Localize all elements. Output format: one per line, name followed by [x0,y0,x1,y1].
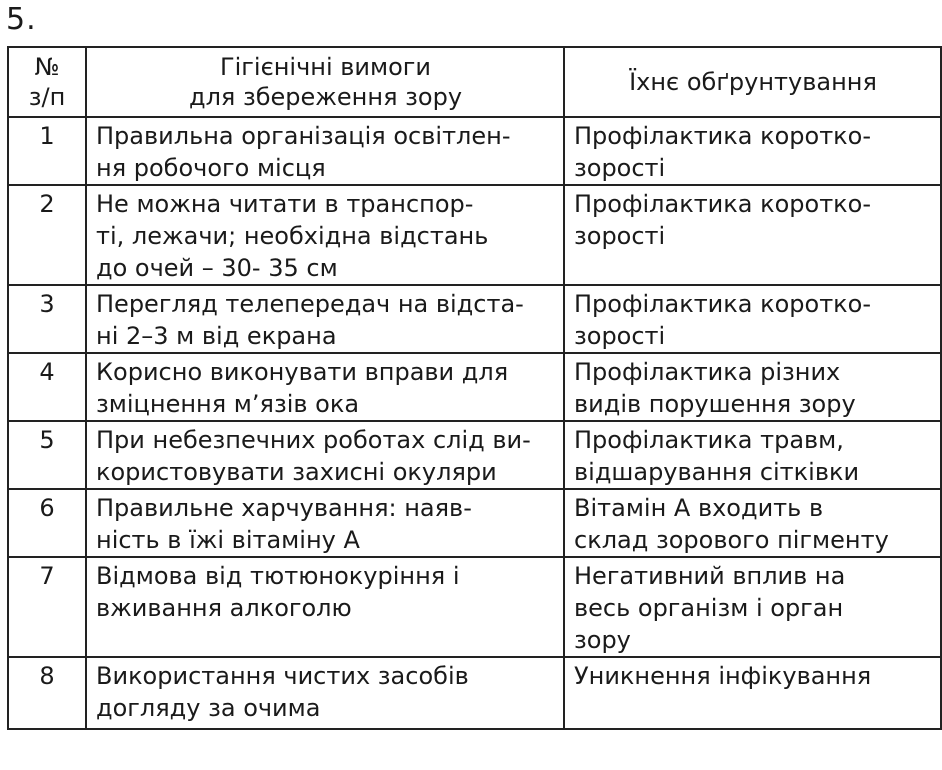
requirement-line: ність в їжі вітаміну А [96,526,360,554]
row-number: 2 [8,185,86,285]
justification-cell [564,285,941,353]
justification-line: Профілактика коротко- [574,122,872,150]
justification-cell [564,657,941,729]
justification-cell [564,185,941,285]
header-requirements-line: Гігієнічні вимоги [219,53,432,81]
requirement-line: ні 2–3 м від екрана [96,322,337,350]
table-row [8,557,941,657]
row-number: 1 [8,117,86,185]
justification-line: зорості [574,322,666,350]
justification-line: Негативний вплив на [574,562,846,590]
table-row [8,117,941,185]
requirement-line: Правильне харчування: наяв- [96,494,472,522]
justification-line: видів порушення зору [574,390,856,418]
justification-line: Профілактика коротко- [574,290,872,318]
justification-cell [564,557,941,657]
justification-line: Профілактика травм, [574,426,844,454]
justification-line: весь організм і орган [574,594,844,622]
header-justification-line: Їхнє обґрунтування [629,68,877,96]
requirement-line: Перегляд телепередач на відста- [96,290,524,318]
justification-line: Уникнення інфікування [574,662,872,690]
table-row [8,353,941,421]
justification-line: зору [574,626,631,654]
justification-cell [564,421,941,489]
table-row [8,489,941,557]
requirement-line: Відмова від тютюнокуріння і [96,562,460,590]
table-row [8,657,941,729]
requirement-line: При небезпечних роботах слід ви- [96,426,531,454]
row-number: 7 [8,557,86,657]
requirement-line: догляду за очима [96,694,321,722]
requirement-cell [86,421,564,489]
table-row [8,285,941,353]
requirement-line: зміцнення м’язів ока [96,390,360,418]
row-number: 5 [8,421,86,489]
exercise-number: 5. [6,2,37,37]
justification-line: Профілактика коротко- [574,190,872,218]
requirement-line: Корисно виконувати вправи для [96,358,509,386]
hygiene-table [7,46,942,730]
requirement-cell [86,117,564,185]
requirement-cell [86,489,564,557]
header-requirements [86,47,564,117]
table-row [8,421,941,489]
requirement-line: Використання чистих засобів [96,662,469,690]
requirement-cell [86,185,564,285]
header-requirements-line: для збереження зору [188,83,463,111]
justification-cell [564,353,941,421]
row-number: 6 [8,489,86,557]
requirement-line: Правильна організація освітлен- [96,122,511,150]
requirement-line: Не можна читати в транспор- [96,190,474,218]
requirement-cell [86,285,564,353]
requirement-cell [86,657,564,729]
header-justification [564,47,941,117]
justification-line: зорості [574,222,666,250]
justification-cell [564,117,941,185]
header-number-line: з/п [28,83,66,111]
table-row [8,185,941,285]
justification-cell [564,489,941,557]
requirement-line: вживання алкоголю [96,594,352,622]
justification-line: Вітамін А входить в [574,494,824,522]
justification-line: склад зорового пігменту [574,526,889,554]
requirement-line: до очей – 30- 35 см [96,254,338,282]
header-number [8,47,86,117]
requirement-cell [86,353,564,421]
row-number: 8 [8,657,86,729]
requirement-line: користовувати захисні окуляри [96,458,497,486]
justification-line: Профілактика різних [574,358,841,386]
requirement-line: ня робочого місця [96,154,326,182]
justification-line: зорості [574,154,666,182]
requirement-cell [86,557,564,657]
table-header-row [8,47,941,117]
justification-line: відшарування сітківки [574,458,860,486]
row-number: 3 [8,285,86,353]
header-number-line: № [34,53,60,81]
requirement-line: ті, лежачи; необхідна відстань [96,222,489,250]
row-number: 4 [8,353,86,421]
